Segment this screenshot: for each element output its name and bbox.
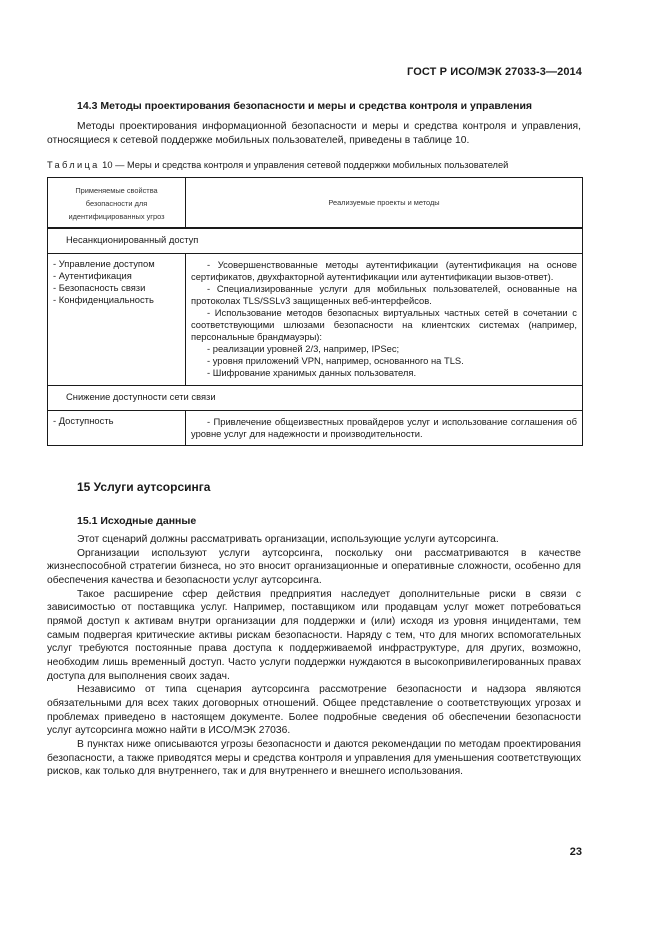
document-code-header: ГОСТ Р ИСО/МЭК 27033-3—2014 bbox=[407, 66, 582, 78]
section-14-3-paragraph-text: Методы проектирования информационной безопасности и меры и средства контроля и управления, относящиеся к сетевой поддержке мобильных пользователей, приведены в таблице 10. bbox=[47, 121, 581, 146]
section-14-3-title: 14.3 Методы проектирования безопасности и меры и средства контроля и управления bbox=[77, 100, 533, 112]
measure-item: - Специализированные услуги для мобильных пользователей, основанные на протоколах TLS/SSLv3 защищенных веб-интерфейсов. bbox=[191, 283, 577, 306]
table-header-left: Применяемые свойства безопасности для идентифицированных угроз bbox=[48, 178, 186, 229]
table-group-row bbox=[48, 228, 583, 254]
property-item: - Конфиденциальность bbox=[53, 294, 154, 305]
page-number: 23 bbox=[569, 846, 582, 858]
group-network-availability: Снижение доступности сети связи bbox=[48, 386, 583, 411]
table-row bbox=[48, 411, 583, 446]
body-paragraph: В пунктах ниже описываются угрозы безопасности и даются рекомендации по методам проектирования безопасности, а также приводятся меры и средства контроля и управления для уменьшения соответствующих рисков, как только для внутреннего, так и для внутреннего и внешнего использования. bbox=[47, 738, 581, 778]
property-item: - Управление доступом bbox=[53, 258, 155, 269]
measure-item: - Привлечение общеизвестных провайдеров услуг и использование соглашения об уровне услуг для надежности и производительности. bbox=[191, 416, 577, 439]
measures-cell bbox=[186, 254, 583, 386]
body-paragraph: Такое расширение сфер действия предприятия наследует дополнительные риски в связи с зависимостью от поставщика услуг. Например, поставщиком или продавцам услуг может потребоваться прямой доступ к активам внутри организации для поддержки и (или) исходя из уровня инцидентами, тем самым подвергая критические активы рискам безопасности. Наряду с тем, что для многих вспомогательных услуг требуются постоянные права доступа к поддерживаемой инфраструктуре, для других, возможно, необходим лишь временный доступ. Часто услуги поддержки нуждаются в высокопривилегированных правах доступа для выполнения своих задач. bbox=[47, 588, 581, 682]
section-15-body bbox=[47, 533, 581, 779]
measure-item: - Шифрование хранимых данных пользователя. bbox=[207, 367, 417, 378]
properties-cell bbox=[48, 411, 186, 446]
table-caption-text: 10 — Меры и средства контроля и управления сетевой поддержки мобильных пользователей bbox=[102, 160, 509, 170]
table-row bbox=[48, 254, 583, 386]
measure-item: - Использование методов безопасных виртуальных частных сетей в сочетании с соответствующими шлюзами безопасности на клиентских системах (например, персональные брандмауэры): bbox=[191, 307, 577, 342]
table-header-right: Реализуемые проекты и методы bbox=[186, 178, 583, 229]
body-paragraph: Независимо от типа сценария аутсорсинга рассмотрение безопасности и надзора являются обязательными для всех таких договорных отношений. Общее представление о соответствующих угрозах и проблемах приведено в настоящем документе. Более подробные сведения об обеспечении безопасности услуг аутсорсинга можно найти в ИСО/МЭК 27036. bbox=[47, 684, 581, 737]
section-15-1-title: 15.1 Исходные данные bbox=[77, 515, 197, 527]
table-caption-label: Таблица bbox=[47, 160, 100, 170]
body-paragraph: Организации используют услуги аутсорсинга, поскольку они рассматриваются в качестве жизнеспособной стратегии бизнеса, но это вносит организационные и оперативные сложности, особенно для обеспечения качества и безопасности услуг аутсорсинга. bbox=[47, 547, 581, 586]
table-group-row bbox=[48, 386, 583, 411]
table-caption bbox=[47, 160, 508, 170]
section-15-title: 15 Услуги аутсорсинга bbox=[77, 480, 211, 494]
section-14-3-paragraph bbox=[47, 120, 581, 148]
measure-item: - уровня приложений VPN, например, основанного на TLS. bbox=[207, 355, 464, 366]
measures-cell bbox=[186, 411, 583, 446]
property-item: - Аутентификация bbox=[53, 270, 132, 281]
group-unauthorized-access: Несанкционированный доступ bbox=[48, 228, 583, 254]
body-paragraph: Этот сценарий должны рассматривать организации, использующие услуги аутсорсинга. bbox=[77, 534, 499, 545]
properties-cell bbox=[48, 254, 186, 386]
measure-item: - Усовершенствованные методы аутентификации (аутентификация на основе сертификатов, двухфакторной аутентификации или аутентификации вызов-ответ). bbox=[191, 259, 577, 282]
table-header-row bbox=[48, 178, 583, 229]
property-item: - Безопасность связи bbox=[53, 282, 146, 293]
measure-item: - реализации уровней 2/3, например, IPSec; bbox=[207, 343, 400, 354]
controls-table bbox=[47, 177, 583, 446]
property-item: - Доступность bbox=[53, 415, 114, 426]
